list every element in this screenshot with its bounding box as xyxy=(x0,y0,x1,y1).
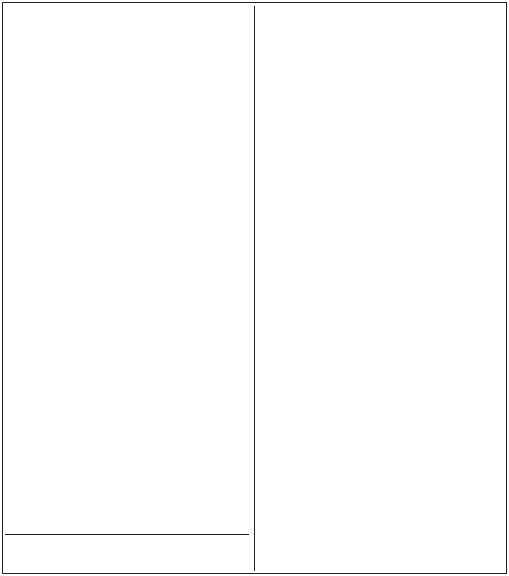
notice-heading-secondary xyxy=(260,20,504,34)
notice-right-column xyxy=(254,6,504,571)
notice-heading-primary xyxy=(260,6,504,20)
notice-columns xyxy=(5,6,504,571)
notice-footer xyxy=(5,534,249,572)
publication-date-line xyxy=(5,537,249,549)
notice-left-body xyxy=(5,6,249,531)
signature-line xyxy=(5,548,249,560)
notice-left-column xyxy=(5,6,254,571)
reference-number-line xyxy=(5,560,249,572)
